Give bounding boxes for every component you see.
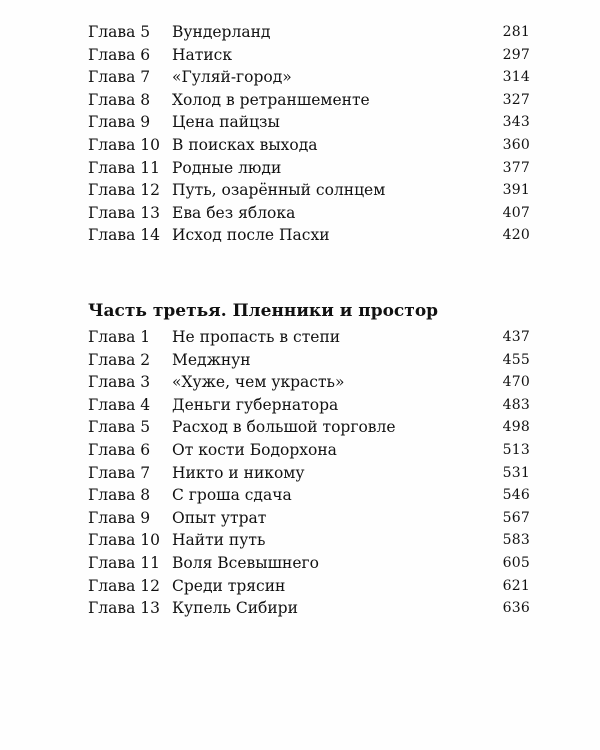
toc-entry [88,507,530,530]
chapter-label: Глава 10 [88,135,160,154]
part-heading: Часть третья. Пленники и простор [88,301,439,321]
toc-entry [88,371,530,394]
page-number: 327 [502,91,530,108]
chapter-label: Глава 7 [88,68,151,87]
page-number: 360 [502,136,530,153]
chapter-label: Глава 4 [88,395,151,414]
chapter-title: Купель Сибири [172,599,298,618]
chapter-label: Глава 1 [88,328,151,346]
page-number: 420 [502,227,530,244]
toc-entry [88,394,530,417]
toc-entry [88,529,530,552]
page-number: 531 [502,464,530,481]
page-number: 583 [502,532,530,549]
toc-entry [88,597,530,620]
chapter-title: В поисках выхода [172,135,318,154]
chapter-label: Глава 13 [88,203,160,222]
toc-entry [88,439,530,462]
chapter-label: Глава 10 [88,531,160,550]
chapter-title: Воля Всевышнего [172,553,319,572]
page-number: 483 [502,396,530,413]
chapter-title: Ева без яблока [172,203,296,222]
chapter-title: Среди трясин [172,576,286,595]
chapter-title: Цена пайцзы [172,113,280,132]
toc-entry [88,44,530,67]
chapter-title: Исход после Пасхи [172,226,330,245]
toc-entry [88,89,530,112]
chapter-label: Глава 14 [88,226,160,245]
page-number: 470 [502,374,530,391]
toc-entry [88,416,530,439]
toc-entry [88,179,530,202]
chapter-title: Вундерланд [172,23,271,41]
chapter-title: Опыт утрат [172,508,267,527]
chapter-title: Меджнун [172,350,251,369]
chapter-label: Глава 7 [88,463,151,482]
page-number: 546 [502,487,530,504]
page-number: 605 [502,554,530,571]
chapter-title: Никто и никому [172,463,305,482]
chapter-label: Глава 11 [88,158,160,177]
chapter-title: Путь, озарённый солнцем [172,181,386,200]
toc-entry [88,575,530,598]
page-number: 437 [502,329,530,345]
page-number: 391 [502,182,530,199]
page-number: 567 [502,509,530,526]
chapter-label: Глава 13 [88,599,160,618]
toc-entry [88,552,530,575]
page-number: 636 [502,600,530,617]
page-number: 281 [502,24,530,40]
chapter-label: Глава 11 [88,553,160,572]
chapter-title: Натиск [172,45,233,64]
toc-section-part-two [88,21,530,247]
page-number: 297 [502,46,530,63]
chapter-title: С гроша сдача [172,486,292,505]
chapter-title: Родные люди [172,158,282,177]
page-number: 513 [502,441,530,458]
chapter-title: Не пропасть в степи [172,328,341,346]
chapter-title: Деньги губернатора [172,395,339,414]
page-number: 621 [502,577,530,594]
toc-entry [88,157,530,180]
page-number: 343 [502,114,530,131]
page-number: 407 [502,204,530,221]
chapter-title: Расход в большой торговле [172,418,396,437]
toc-entry [88,21,530,44]
chapter-label: Глава 6 [88,45,151,64]
chapter-label: Глава 3 [88,373,151,392]
chapter-title: «Хуже, чем украсть» [172,373,345,392]
chapter-label: Глава 9 [88,508,151,527]
toc-entry [88,349,530,372]
page-number: 498 [502,419,530,436]
chapter-label: Глава 8 [88,90,151,109]
page-number: 377 [502,159,530,176]
toc-entry [88,462,530,485]
chapter-label: Глава 9 [88,113,151,132]
chapter-title: Холод в ретраншементе [172,90,370,109]
chapter-label: Глава 5 [88,418,151,437]
chapter-title: Найти путь [172,531,266,550]
toc-section-part-three [88,326,530,620]
chapter-label: Глава 8 [88,486,151,505]
chapter-label: Глава 5 [88,23,151,41]
toc-entry [88,134,530,157]
chapter-title: «Гуляй-город» [172,68,292,87]
page-number: 455 [502,351,530,368]
toc-entry [88,224,530,247]
chapter-label: Глава 12 [88,181,160,200]
toc-entry [88,484,530,507]
toc-entry [88,66,530,89]
chapter-label: Глава 6 [88,440,151,459]
toc-entry [88,111,530,134]
page-number: 314 [502,69,530,86]
chapter-label: Глава 12 [88,576,160,595]
chapter-label: Глава 2 [88,350,151,369]
toc-entry [88,326,530,349]
chapter-title: От кости Бодорхона [172,440,337,459]
toc-entry [88,202,530,225]
